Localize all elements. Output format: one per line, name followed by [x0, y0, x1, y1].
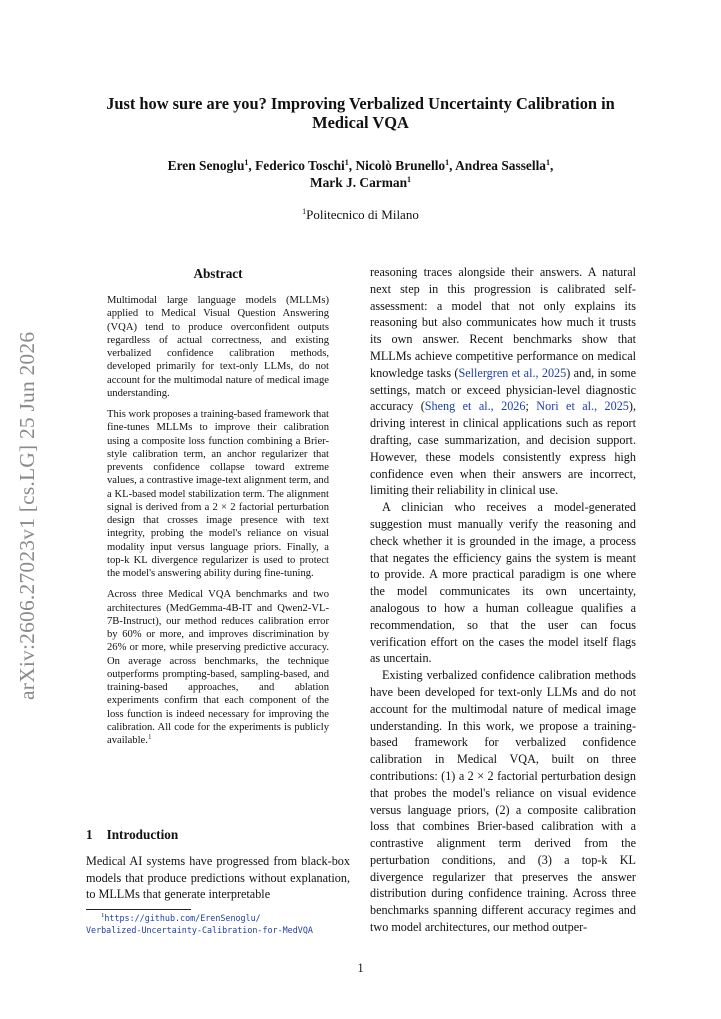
- footnote-url-line2[interactable]: Verbalized-Uncertainty-Calibration-for-MedVQA: [86, 925, 313, 935]
- section-number: 1: [86, 827, 93, 842]
- affiliation: [80, 207, 641, 223]
- citation-link[interactable]: Sellergren et al., 2025: [458, 365, 567, 380]
- paper-title: Just how sure are you? Improving Verbalized Uncertainty Calibration in Medical VQA: [106, 94, 615, 132]
- author-list: [80, 157, 641, 191]
- abstract-paragraph: Across three Medical VQA benchmarks and two architectures (MedGemma-4B-IT and Qwen2-VL-7B-Instruct), our method reduces calibration error by 60% or more, and improves discrimination by 26% or more, while preserving predictive accuracy. On average across benchmarks, the technique outperforms prompting-based, sampling-based, and training-based approaches, and ablation experiments confirm that each component of the loss function is indeed necessary for improving the calibration. All code for the experiments is publicly available.$^1$: [107, 589, 329, 746]
- intro-left-column: [86, 853, 350, 903]
- affiliation-mark: 1: [302, 207, 307, 216]
- footnote-reference-link[interactable]: 1: [147, 732, 152, 741]
- intro-paragraph: Existing verbalized confidence calibration methods have been developed for text-only LLMs and do not account for the multimodal nature of medical image understanding. In this work, we propose a training-based framework for verbalized confidence calibration in Medical VQA, built on three contributions: (1) a 2 × 2 factorial perturbation design that probes the model's reliance on visual evidence versus language priors, (2) a composite calibration loss that combines Brier-based calibration with a contrastive alignment term derived from the perturbation conditions, and (3) a top-k KL divergence regularizer that preserves the answer distribution during confidence training. Across three benchmarks spanning different accuracy regimes and two model architectures, our method outper-: [370, 668, 636, 935]
- footnote-divider: [86, 909, 191, 910]
- author: Mark J. Carman$^1$: [309, 175, 412, 190]
- intro-paragraph: reasoning traces alongside their answers. A natural next step in this progression is calibrated self-assessment: a model that not only explains its reasoning but also communicates how much it trusts its own answer. Recent benchmarks show that MLLMs achieve competitive performance on medical knowledge tasks (Sellergren et al., 2025) and, in some settings, match or exceed physician-level diagnostic accuracy (Sheng et al., 2026; Nori et al., 2025), driving interest in clinical applications such as report drafting, case summarization, and decision support. However, these models consistently express high confidence even when their answers are incorrect, limiting their reliability in clinical use.: [370, 265, 637, 498]
- citation-link[interactable]: Nori et al., 2025: [536, 399, 629, 414]
- abstract-body: [107, 294, 329, 755]
- intro-right-column: [370, 264, 636, 936]
- abstract-paragraph: This work proposes a training-based framework that fine-tunes MLLMs to improve their calibration using a composite loss function combining a Brier-style calibration term, an anchor regularizer that prevents confidence collapse toward extreme values, a contrastive image-text alignment term, and a KL-based model stabilization term. The alignment signal is derived from a 2 × 2 factorial perturbation design that crosses image presence with text integrity, probing the model's reliance on visual modality input versus language priors. Finally, a top-k KL divergence regularizer is used to protect the model's answering ability during fine-tuning.: [107, 409, 329, 579]
- author: Federico Toschi$^1$,: [255, 158, 356, 173]
- abstract-paragraph: Multimodal large language models (MLLMs) applied to Medical Visual Question Answering (VQA) tend to produce overconfident outputs regardless of actual correctness, and existing verbalized confidence calibration methods, developed primarily for text-only LLMs, do not account for the multimodal nature of medical image understanding.: [107, 295, 329, 399]
- affiliation-name: Politecnico di Milano: [306, 207, 419, 222]
- author: Eren Senoglu$^1$,: [167, 158, 256, 173]
- arxiv-identifier-stamp[interactable]: arXiv:2606.27023v1 [cs.LG] 25 Jun 2026: [15, 331, 39, 700]
- page-number: 1: [357, 961, 364, 975]
- abstract-heading: Abstract: [193, 266, 243, 281]
- footnote: [86, 912, 356, 936]
- author: Andrea Sassella$^1$,: [455, 158, 554, 173]
- section-title: Introduction: [106, 827, 179, 842]
- citation-link[interactable]: Sheng et al., 2026: [424, 399, 526, 414]
- footnote-url-line1[interactable]: https://github.com/ErenSenoglu/: [104, 913, 261, 923]
- intro-paragraph: A clinician who receives a model-generated suggestion must manually verify the reasoning and check whether it is grounded in the image, a process that negates the efficiency gains the system is meant to provide. A more practical paradigm is one where the model communicates its own uncertainty, analogous to how a human colleague qualifies a recommendation, so that the user can focus verification effort on the cases the model itself flags as uncertain.: [370, 500, 636, 666]
- author: Nicolò Brunello$^1$,: [355, 158, 456, 173]
- footnote-mark: 1: [101, 912, 105, 919]
- section-heading-introduction: [86, 827, 178, 843]
- intro-paragraph: Medical AI systems have progressed from black-box models that produce predictions without explanation, to MLLMs that generate interpretable: [86, 854, 350, 901]
